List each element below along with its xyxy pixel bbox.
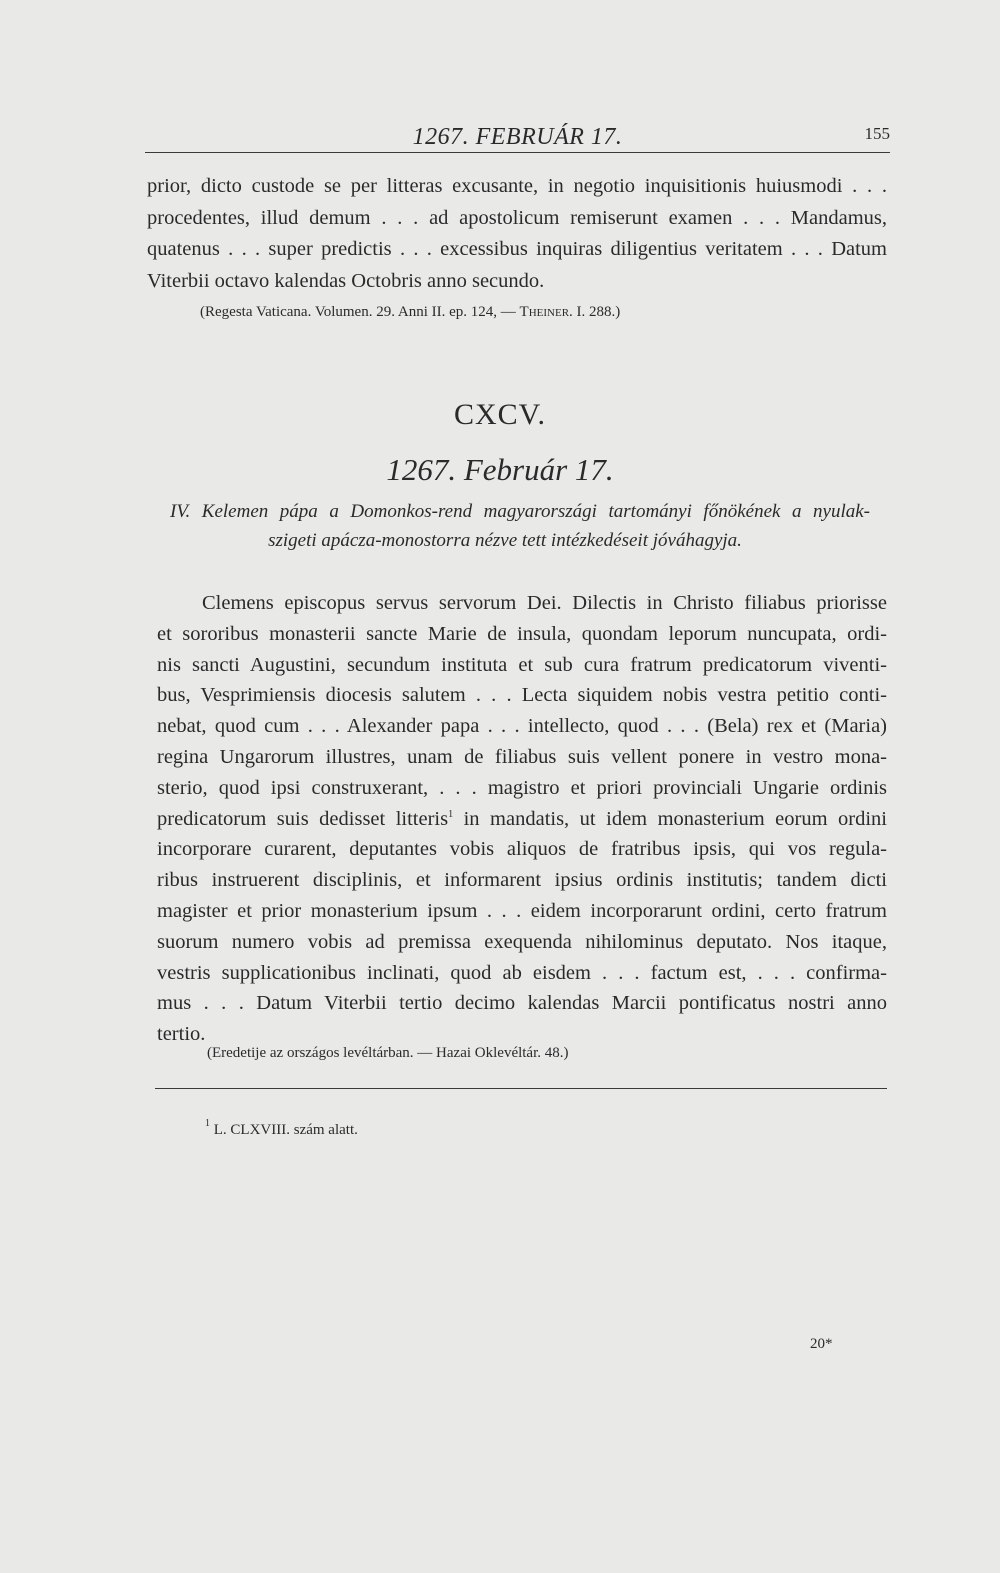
- running-head: [145, 118, 890, 158]
- text-line: procedentes, illud demum . . . ad apostolicum remiserunt examen . . . Mandamus,: [147, 206, 887, 229]
- text-line: magister et prior monasterium ipsum . . . eidem incorporarunt ordini, certo fratrum: [157, 899, 887, 922]
- text-line: mus . . . Datum Viterbii tertio decimo kalendas Marcii pontificatus nostri anno: [157, 992, 887, 1015]
- source-text: (Regesta Vaticana. Volumen. 29. Anni II. ep. 124, —: [200, 304, 520, 320]
- text-line: nis sancti Augustini, secundum instituta et sub cura fratrum predicatorum viventi-: [157, 653, 887, 676]
- text-line-end: in mandatis, ut idem monasterium eorum ordini: [453, 807, 887, 830]
- document-summary: [170, 497, 870, 555]
- footnote: [205, 1118, 358, 1139]
- source-text: (Eredetije az országos levéltárban. — Hazai Oklevéltár. 48.): [207, 1045, 569, 1061]
- text-line: ribus instruerent disciplinis, et informarent ipsius ordinis institutis; tandem dicti: [157, 869, 887, 892]
- text-line-start: predicatorum suis dedisset litteris: [157, 807, 449, 830]
- previous-document-source: [200, 302, 840, 322]
- footnote-rule: [155, 1088, 887, 1089]
- text-line: bus, Vesprimiensis diocesis salutem . . . Lecta siquidem nobis vestra petitio conti-: [157, 684, 887, 707]
- text-line: sterio, quod ipsi construxerant, . . . magistro et priori provinciali Ungarie ordinis: [157, 776, 887, 799]
- footnote-ref: 1: [448, 808, 454, 820]
- text-line: [157, 804, 887, 835]
- document-source: [207, 1043, 847, 1063]
- footnote-text: L. CLXVIII. szám alatt.: [213, 1122, 358, 1138]
- text-line: tertio.: [157, 1023, 206, 1046]
- page-number: 155: [864, 124, 890, 143]
- source-author: Theiner: [519, 304, 570, 320]
- text-line: vestris supplicationibus inclinati, quod ab eisdem . . . factum est, . . . confirma-: [157, 961, 887, 984]
- text-line: prior, dicto custode se per litteras excusante, in negotio inquisitionis huiusmodi . . .: [147, 175, 887, 197]
- text-line: regina Ungarorum illustres, unam de filiabus suis vellent ponere in vestro mona-: [157, 745, 887, 768]
- text-line: Clemens episcopus servus servorum Dei. Dilectis in Christo filiabus priorisse: [202, 592, 887, 614]
- text-line: suorum numero vobis ad premissa exequenda nihilominus deputato. Nos itaque,: [157, 930, 887, 953]
- text-line: et sororibus monasterii sancte Marie de insula, quondam leporum nuncupata, ordi-: [157, 622, 887, 645]
- summary-line: szigeti apácza-monostorra nézve tett intézkedéseit jóváhagyja.: [268, 530, 742, 551]
- footnote-marker: 1: [205, 1118, 210, 1129]
- text-line: Viterbii octavo kalendas Octobris anno secundo.: [147, 269, 545, 292]
- summary-line: IV. Kelemen pápa a Domonkos-rend magyarországi tartományi főnökének a nyulak-: [170, 501, 870, 522]
- document-body: [157, 588, 887, 1050]
- running-head-title: 1267. FEBRUÁR 17.: [412, 124, 623, 150]
- source-text: . I. 288.): [569, 304, 621, 320]
- header-rule: [145, 152, 890, 153]
- text-line: nebat, quod cum . . . Alexander papa . . . intellecto, quod . . . (Bela) rex et (Maria): [157, 715, 887, 738]
- signature-mark: 20*: [810, 1336, 833, 1352]
- document-number: CXCV.: [454, 398, 546, 431]
- document-date: 1267. Február 17.: [386, 452, 614, 487]
- text-line: incorporare curarent, deputantes vobis aliquos de fratribus ipsis, qui vos regula-: [157, 838, 887, 861]
- previous-document-text: [147, 171, 887, 297]
- text-line: quatenus . . . super predictis . . . excessibus inquiras diligentius veritatem . . . Datum: [147, 238, 887, 260]
